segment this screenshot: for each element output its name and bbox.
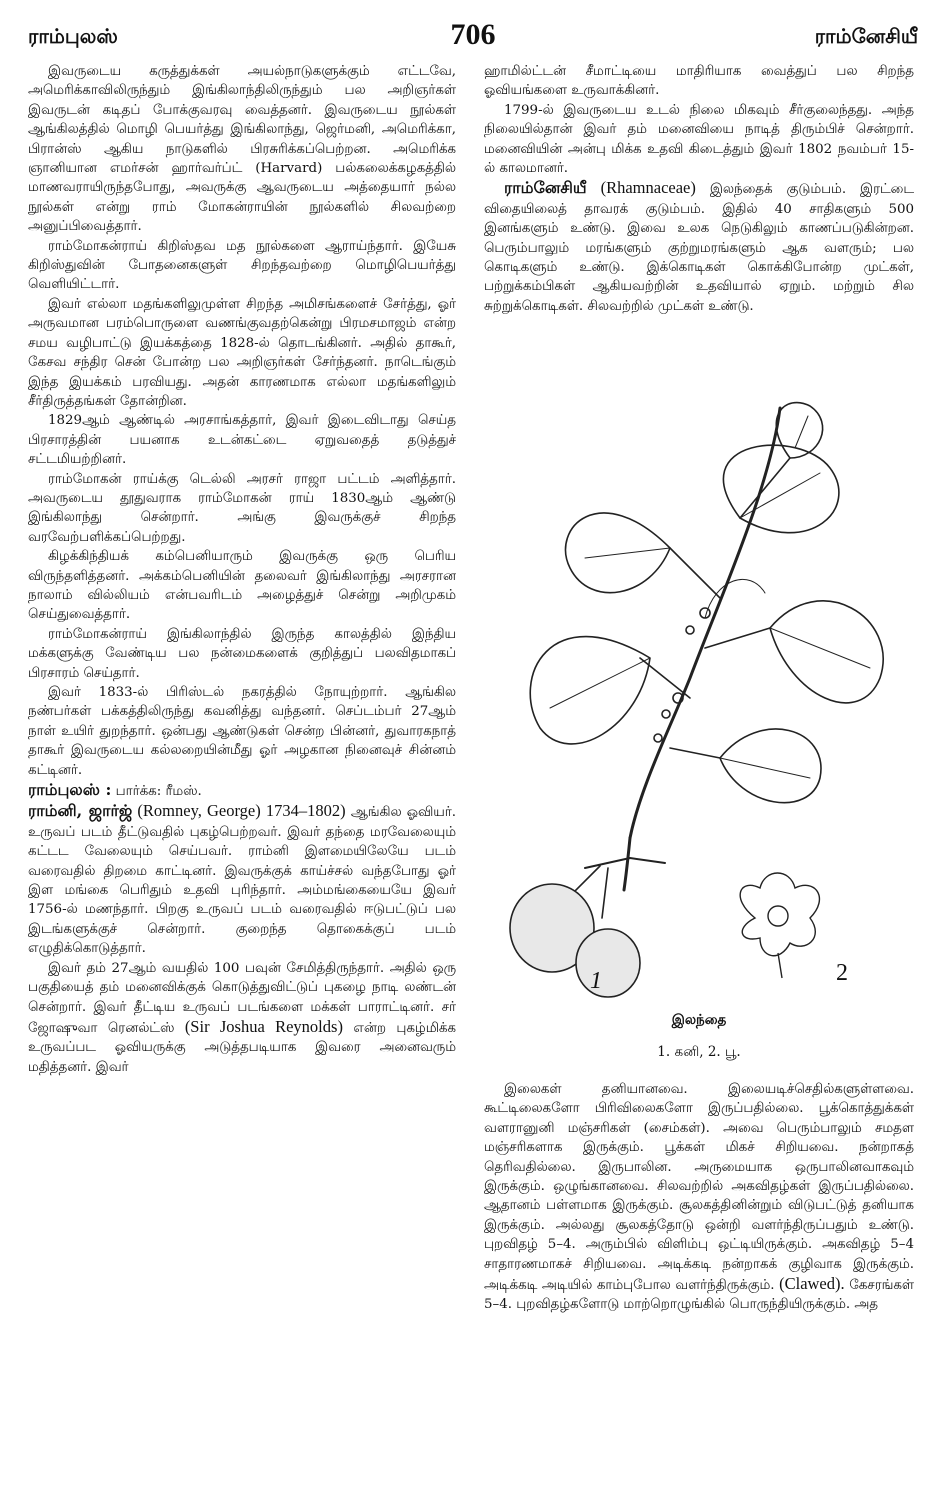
entry-ramulus xyxy=(28,780,456,801)
figure-caption-title: இலந்தை xyxy=(671,1012,727,1028)
paragraph-text: இவர் தம் 27ஆம் வயதில் 100 பவுன் சேமித்திருந்தார். அதில் ஒரு பகுதியைத் தம் மனைவிக்குக் கொடுத்துவிட்டுப் புகழை நாடி லண்டன் சென்றார். இவர் தீட்டிய உருவப் படங்களை மக்கள் பாராட்டினர். சர் ஜோஷுவா ரெனல்ட்ஸ் xyxy=(28,960,456,1036)
paragraph: இவர் 1833-ல் பிரிஸ்டல் நகரத்தில் நோயுற்றார். ஆங்கில நண்பர்கள் பக்கத்திலிருந்து கவனித்து வந்தனர். செப்டம்பர் 27ஆம் நாள் உயிர் துறந்தார். ஒன்பது ஆண்டுகள் சென்ற பின்னர், துவாரகநாத் தாகூர் இவருடைய கல்லறையின்மீது ஓர் அழகான நினைவுச் சின்னம் கட்டினர். xyxy=(28,685,456,778)
figure-caption-legend: 1. கனி, 2. பூ. xyxy=(657,1044,741,1060)
entry-latin-name: (Romney, George) 1734–1802) xyxy=(137,801,346,821)
paragraph xyxy=(484,1080,914,1315)
paragraph: ராம்மோகன்ராய் இங்கிலாந்தில் இருந்த காலத்தில் இந்திய மக்களுக்கு வேண்டிய பல நன்மைகளைக் குறித்துப் பலவிதமாகப் பிரசாரம் செய்தார். xyxy=(28,626,456,681)
paragraph: 1799-ல் இவருடைய உடல் நிலை மிகவும் சீர்குலைந்தது. அந்த நிலையில்தான் இவர் தம் மனைவியை நாடித் திரும்பிச் சென்றார். மனைவியின் அன்பு மிக்க உதவி கிடைத்தும் இவர் 1802 நவம்பர் 15-ல் காலமானர். xyxy=(484,102,914,177)
entry-term: ராம்னேசியீ xyxy=(504,178,587,198)
right-column-top xyxy=(484,62,914,316)
figure-label-flower: 2 xyxy=(836,960,848,986)
right-column-bottom xyxy=(484,1080,914,1315)
paragraph-text: என்ற புகழ்மிக்க உருவப்பட ஓவியருக்கு அடுத்தபடியாக இவரை அனைவரும் மதித்தனர். இவர் xyxy=(28,1020,456,1075)
paragraph: இவருடைய கருத்துக்கள் அயல்நாடுகளுக்கும் எட்டவே, அமெரிக்காவிலிருந்தும் இங்கிலாந்திலிருந்தும் பல அறிஞர்கள் இவருடன் கடிதப் போக்குவரவு வைத்தனர். இவருடைய நூல்கள் ஆங்கிலத்தில் மொழி பெயர்த்து இங்கிலாந்து, ஜெர்மனி, அமெரிக்கா, பிரான்ஸ் ஆகிய நாடுகளில் பிரசுரிக்கப்பெற்றன. அமெரிக்க ஞானியான எமர்சன் ஹார்வர்ப்ட் (Harvard) பல்கலைக்கழகத்தில் மாணவராயிருந்தபோது, அவருக்கு ஆவருடைய அத்தையார் நல்ல நூல்கள் என்று ராம் மோகன்ராயின் நூல்களில் சிலவற்றை அனுப்பிவைத்தார். xyxy=(28,64,456,235)
entry-rhamnaceae xyxy=(484,178,914,316)
entry-latin-name: (Rhamnaceae) xyxy=(600,178,696,198)
paragraph: கிழக்கிந்தியக் கம்பெனியாரும் இவருக்கு ஒரு பெரிய விருந்தளித்தனர். அக்கம்பெனியின் தலைவர் இங்கிலாந்து அரசரான நாலாம் வில்லியம் என்பவரிடம் அழைத்துச் சென்று அறிமுகம் செய்துவைத்தார். xyxy=(28,549,456,623)
page-number: 706 xyxy=(450,18,496,51)
entry-term: ராம்னி, ஜார்ஜ் xyxy=(28,801,133,821)
cross-reference: பார்க்க: ரீமஸ். xyxy=(115,784,202,800)
page-header xyxy=(28,18,918,58)
header-left-guide-word: ராம்புலஸ் xyxy=(28,24,118,48)
left-column xyxy=(28,62,456,1077)
paragraph: 1829ஆம் ஆண்டில் அரசாங்கத்தார், இவர் இடைவிடாது செய்த பிரசாரத்தின் பயனாக உடன்கட்டை ஏறுவதைத் தடுத்துச் சட்டமியற்றினர். xyxy=(28,413,456,468)
paragraph-text: இலைகள் தனியானவை. இலையடிச்செதில்களுள்ளவை. கூட்டிலைகளோ பிரிவிலைகளோ இருப்பதில்லை. பூக்கொத்துக்கள் வளரானுனி மஞ்சரிகள் (சைம்கள்). அவை பெரும்பாலும் சமதள மஞ்சரிகளாக இருக்கும். பூக்கள் மிகச் சிறியவை. நன்றாகத் தெரிவதில்லை. இருபாலின. அருமையாக ஒருபாலினவாகவும் இருக்கும். ஒழுங்கானவை. சிலவற்றில் அகவிதழ்கள் இருப்பதில்லை. ஆதானம் பள்ளமாக இருக்கும். சூலகத்தினின்றும் விடுபட்டுத் தனியாக இருக்கும். அல்லது சூலகத்தோடு ஒன்றி வளர்ந்திருப்பதும் உண்டு. புறவிதழ் 5–4. அரும்பில் விளிம்பு ஒட்டியிருக்கும். அகவிதழ் 5–4 சாதாரணமாகச் சிறியவை. அடிக்கடி நன்றாகக் குழிவாக இருக்கும். அடிக்கடி அடியில் காம்புபோல வளர்ந்திருக்கும். xyxy=(484,1082,914,1294)
paragraph: ராம்மோகன்ராய் கிறிஸ்தவ மத நூல்களை ஆராய்ந்தார். இயேசு கிறிஸ்துவின் போதனைகளுள் சிறந்தவற்றை மொழிபெயர்த்து வெளியிட்டார். xyxy=(28,238,456,293)
paragraph: ராம்மோகன் ராய்க்கு டெல்லி அரசர் ராஜா பட்டம் அளித்தார். அவருடைய தூதுவராக ராம்மோகன் ராய் 1830ஆம் ஆண்டு இங்கிலாந்து சென்றார். அங்கு இவருக்குச் சிறந்த வரவேற்பளிக்கப்பெற்றது. xyxy=(28,471,456,545)
entry-text: ஆங்கில ஓவியர். உருவப் படம் தீட்டுவதில் புகழ்பெற்றவர். இவர் தந்தை மரவேலையும் கட்டட வேலையும் செய்பவர். ராம்னி இளமையிலேயே படம் வரைவதில் திறமை காட்டினர். இவருக்குக் காய்ச்சல் வந்தபோது ஓர் இள மங்கை பெரிதும் உதவி புரிந்தார். அம்மங்கையையே இவர் 1756-ல் மணந்தார். பிறகு உருவப் படம் வரைவதில் ஈடுபட்டுப் பல இடங்களுக்குச் சென்றார். குறைந்த தொகைக்குப் படம் எழுதிக்கொடுத்தார். xyxy=(28,805,456,957)
figure-label-fruit: 1 xyxy=(590,968,602,994)
latin-name: (Sir Joshua Reynolds) xyxy=(184,1016,343,1036)
jujube-branch-drawing xyxy=(490,398,910,998)
header-right-guide-word: ராம்னேசியீ xyxy=(814,24,918,48)
botanical-illustration xyxy=(490,398,910,998)
latin-term: (Clawed). xyxy=(779,1274,845,1294)
paragraph: இவர் எல்லா மதங்களிலுமுள்ள சிறந்த அமிசங்களைச் சேர்த்து, ஓர் அருவமான பரம்பொருளை வணங்குவதற்கென்று பிரமசமாஜம் என்ற சமய வழிபாட்டு இயக்கத்தை 1828-ல் தொடங்கினர். அதில் தாகூர், கேசவ சந்திர சென் போன்ற பல அறிஞர்கள் சேர்ந்தனர். நாடெங்கும் இந்த இயக்கம் பரவியது. அதன் காரணமாக எல்லா மதங்களிலும் சீர்திருத்தங்கள் தோன்றின. xyxy=(28,296,456,409)
entry-romney xyxy=(28,801,456,958)
paragraph xyxy=(28,959,456,1077)
paragraph-text: கேசரங்கள் 5–4. புறவிதழ்களோடு மாற்றொழுங்கில் பொருந்தியிருக்கும். அத xyxy=(484,1278,914,1313)
entry-term: ராம்புலஸ் : xyxy=(28,780,112,800)
continuation-paragraph: ஹாமில்ட்டன் சீமாட்டியை மாதிரியாக வைத்துப் பல சிறந்த ஓவியங்களை உருவாக்கினர். xyxy=(484,64,914,99)
entry-text: இலந்தைக் குடும்பம். இரட்டை விதையிலைத் தாவரக் குடும்பம். இதில் 40 சாதிகளும் 500 இனங்களும் உண்டு. இவை உலக நெடுகிலும் காணப்படுகின்றன. பெரும்பாலும் மரங்களும் குற்றுமரங்களும் ஆக வளரும்; பல கொடிகளும் உண்டு. இக்கொடிகள் கொக்கிபோன்ற முட்கள், பற்றுக்கம்பிகள் ஆகியவற்றின் உதவியால் ஏறும். மற்றும் சில சுற்றுக்கொடிகள். சிலவற்றில் முட்கள் உண்டு. xyxy=(484,182,914,314)
